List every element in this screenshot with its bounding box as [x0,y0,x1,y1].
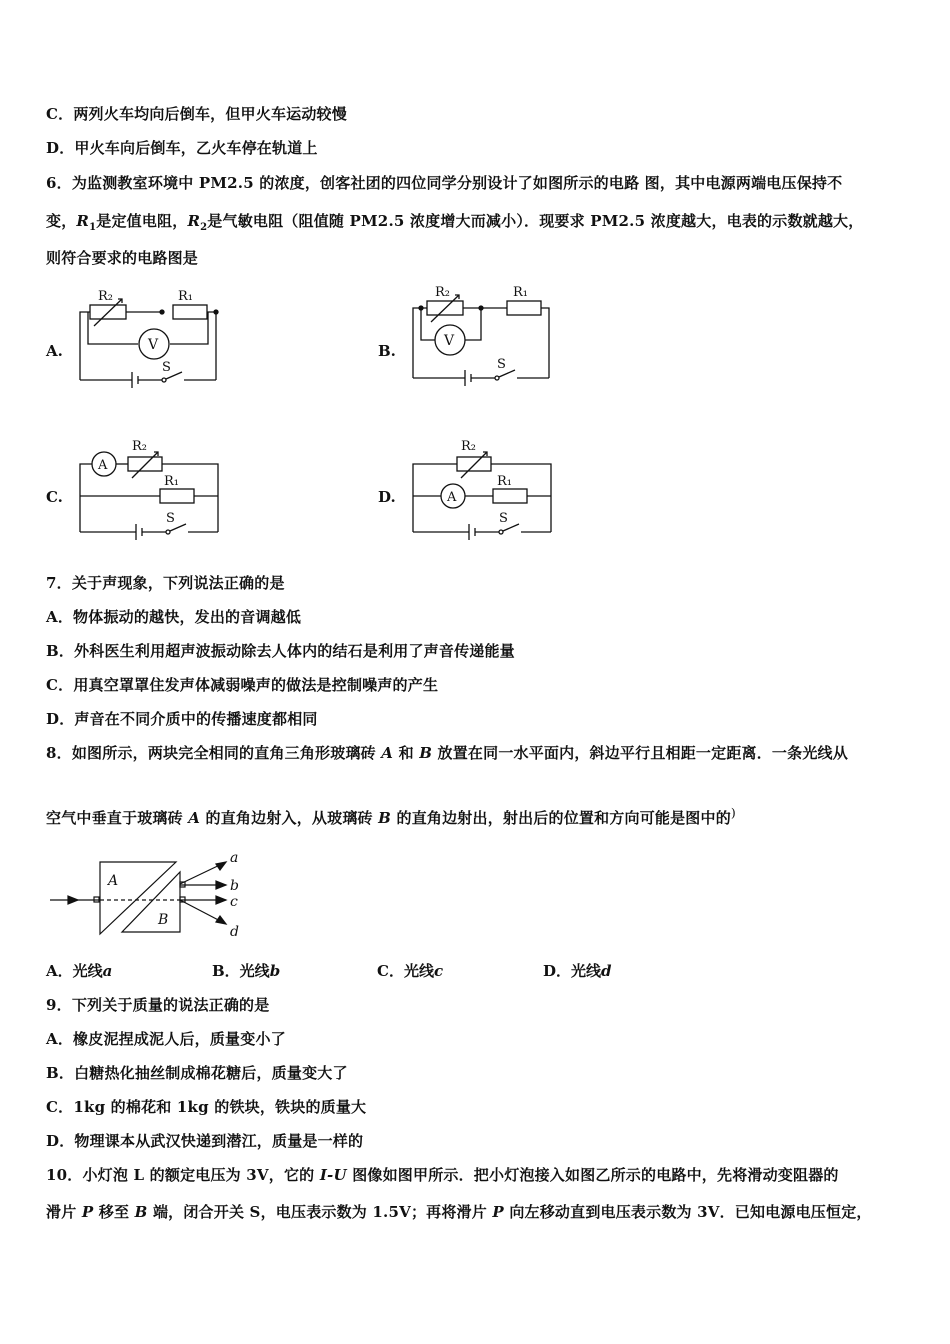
q7-option-c: C．用真空罩罩住发声体减弱噪声的做法是控制噪声的产生 [46,676,439,694]
ray-a-label: a [230,850,239,866]
q6-label-a: A. [46,342,63,360]
r2-label: R₂ [98,289,113,304]
q6-label-c: C. [46,488,63,506]
r1-label: R₁ [164,474,179,489]
switch-label: S [497,357,506,372]
q7-option-d: D．声音在不同介质中的传播速度都相同 [46,710,318,728]
q8-option-d: D．光线d [543,962,612,980]
q8-option-c: C．光线c [377,962,444,980]
r1-label: R₁ [178,289,193,304]
r2-label: R₂ [435,285,450,300]
q5-option-c: C．两列火车均向后倒车，但甲火车运动较慢 [46,105,347,123]
ray-d-label: d [230,924,239,940]
glass-b-label: B [158,912,169,928]
q6-label-d: D. [378,488,396,506]
ammeter-label: A [98,458,108,473]
q9-option-b: B．白糖热化抽丝制成棉花糖后，质量变大了 [46,1064,348,1082]
circuit-diagram-d [403,432,563,542]
q6-stem-line2: 变，$R_1$是定值电阻，$R_2$是气敏电阻（阻值随 PM2.5 浓度增大而减小）．现要求 PM2.5 浓度越大，电表的示数就越大， [46,212,864,233]
ray-c-label: c [230,894,238,910]
r1-label: R₁ [513,285,528,300]
q10-stem-line2: 滑片 P 移至 B 端，闭合开关 S，电压表示数为 1.5V；再将滑片 P 向左移动直到电压表示数为 3V．已知电源电压恒定， [46,1203,872,1221]
q9-option-d: D．物理课本从武汉快递到潜江，质量是一样的 [46,1132,364,1150]
voltmeter-label: V [444,333,455,349]
q9-option-a: A．橡皮泥捏成泥人后，质量变小了 [46,1030,286,1048]
q8-stem-line2: 空气中垂直于玻璃砖 A 的直角边射入，从玻璃砖 B 的直角边射出，射出后的位置和方向可能是图中的) [46,805,736,827]
q10-stem-line1: 10．小灯泡 L 的额定电压为 3V，它的 I-U 图像如图甲所示．把小灯泡接入如图乙所示的电路中，先将滑动变阻器的 [46,1166,839,1184]
circuit-diagram-c [70,432,230,542]
q8-option-b: B．光线b [212,962,281,980]
q6-stem-line1: 6．为监测教室环境中 PM2.5 的浓度，创客社团的四位同学分别设计了如图所示的电路 图，其中电源两端电压保持不 [46,174,843,192]
q6-label-b: B. [378,342,396,360]
ammeter-label: A [447,490,457,505]
q7-option-a: A．物体振动的越快，发出的音调越低 [46,608,302,626]
r2-label: R₂ [461,439,476,454]
glass-prism-diagram [46,842,256,942]
circuit-diagram-a [70,282,230,392]
q6-stem-line3: 则符合要求的电路图是 [46,249,199,267]
q7-option-b: B．外科医生利用超声波振动除去人体内的结石是利用了声音传递能量 [46,642,515,660]
ray-b-label: b [230,878,239,894]
q9-option-c: C．1kg 的棉花和 1kg 的铁块，铁块的质量大 [46,1098,367,1116]
q5-option-d: D．甲火车向后倒车，乙火车停在轨道上 [46,139,318,157]
voltmeter-label: V [148,337,159,353]
q8-option-a: A．光线a [46,962,113,980]
r2-label: R₂ [132,439,147,454]
switch-label: S [499,511,508,526]
switch-label: S [166,511,175,526]
switch-label: S [162,360,171,375]
q7-stem: 7．关于声现象，下列说法正确的是 [46,574,285,592]
r1-label: R₁ [497,474,512,489]
q9-stem: 9．下列关于质量的说法正确的是 [46,996,270,1014]
glass-a-label: A [108,873,119,889]
q8-stem-line1: 8．如图所示，两块完全相同的直角三角形玻璃砖 A 和 B 放置在同一水平面内，斜边平行且相距一定距离．一条光线从 [46,744,848,762]
circuit-diagram-b [403,278,563,388]
